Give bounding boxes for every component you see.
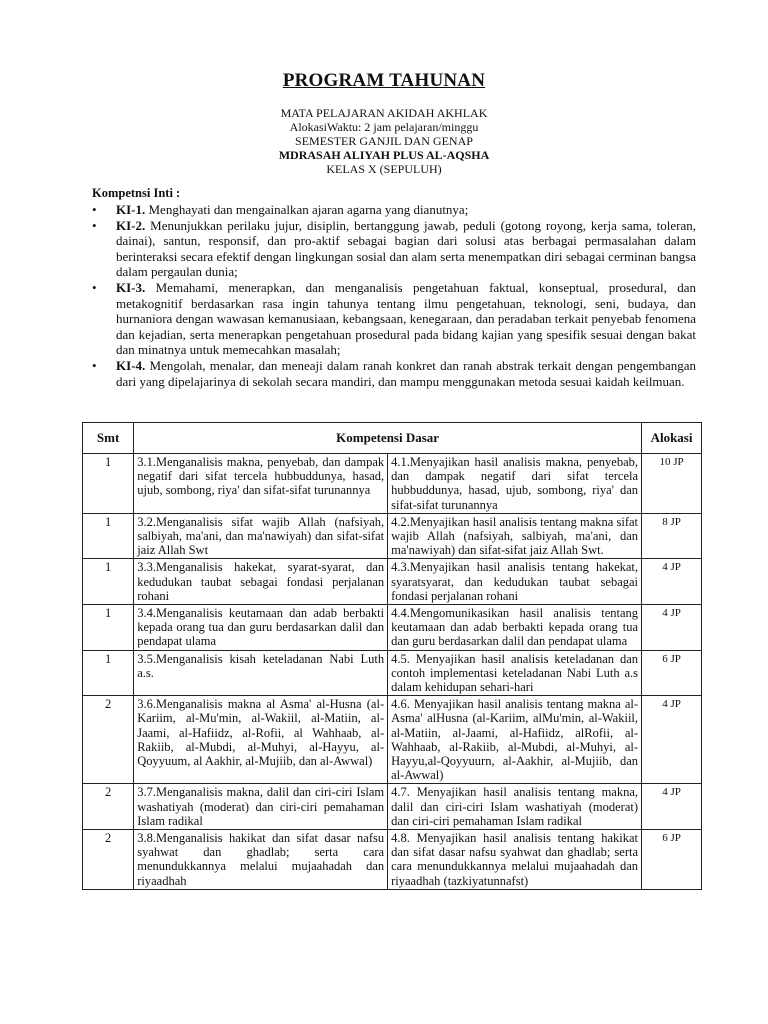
time-allocation-line: AlokasiWaktu: 2 jam pelajaran/minggu: [289, 120, 479, 134]
kd3-cell: 3.2.Menganalisis sifat wajib Allah (nafsiyah, salbiyah, ma'ani, dan ma'nawiyah) dan sifat-sifat jaiz Allah Swt: [134, 513, 388, 559]
ki-list: [92, 202, 696, 389]
kd3-cell: 3.6.Menganalisis makna al Asma' al-Husna (al-Kariim, al-Mu'min, al-Wakiil, al-Matiin, al-Jaami, al-Hafiidz, al-Rofii, al Wahhaab, al-Rakiib, al-Mubdi, al-Muhyi, al-Hayyu, al-Qoyyuum, al Aakhir, al-Mujiib, dan al-Awwal): [134, 696, 388, 784]
bullet-icon: •: [92, 279, 97, 295]
alokasi-cell: 4 JP: [642, 784, 702, 830]
table-row: [83, 784, 702, 830]
table-row: [83, 696, 702, 784]
smt-cell: 1: [83, 454, 134, 514]
bullet-icon: •: [92, 202, 97, 217]
kompetensi-table: [82, 422, 702, 890]
alokasi-cell: 4 JP: [642, 696, 702, 784]
page-title: PROGRAM TAHUNAN: [282, 70, 486, 91]
ki-item: [92, 202, 696, 218]
alokasi-cell: 8 JP: [642, 513, 702, 559]
class-line: KELAS X (SEPULUH): [326, 162, 442, 176]
ki-text: Menghayati dan mengainalkan ajaran agarna yang dianutnya;: [145, 202, 469, 217]
table-row: [83, 559, 702, 605]
kd4-cell: 4.6. Menyajikan hasil analisis tentang makna al-Asma' alHusna (al-Kariim, alMu'min, al-Wakiil, al-Matiin, al-Jaami, al-Hafiidz, alRofii, al-Wahhaab, al-Rakiib, al-Mubdi, al-Muhyi, al-Hayyu,al-Qoyyuurn, al-Aakhir, al-Mujiib, dan al-Awwal): [388, 696, 642, 784]
ki-item: [92, 358, 696, 389]
smt-cell: 2: [83, 784, 134, 830]
kd4-cell: 4.4.Mengomunikasikan hasil analisis tentang keutamaan dan adab berbakti kepada orang tua dan guru berdasarkan dalil dan pendapat ulama: [388, 605, 642, 651]
header-kompetensi-dasar: Kompetensi Dasar: [134, 423, 642, 454]
smt-cell: 1: [83, 559, 134, 605]
ki-text: Memahami, menerapkan, dan menganalisis pengetahuan faktual, konseptual, prosedural, dan metakognitif berdasarkan rasa ingin tahunya tentang ilmu pengetahuan, teknologi, seni, budaya, dan hurnaniora dengan wawasan kemanusiaan, kebangsaan, kenegaraan, dan peradaban terkait penyebab fenomena dan kejadian, serta menerapkan pengetahuan prosedural pada bidang kajian yang spesifik sesuai dengan bakat dan minatnya untuk memecahkan masalah;: [116, 279, 696, 358]
smt-cell: 2: [83, 696, 134, 784]
school-line: MDRASAH ALIYAH PLUS AL-AQSHA: [278, 148, 490, 162]
kd3-cell: 3.3.Menganalisis hakekat, syarat-syarat, dan kedudukan taubat sebagai fondasi perjalanan rohani: [134, 559, 388, 605]
kd3-cell: 3.8.Menganalisis hakikat dan sifat dasar nafsu syahwat dan ghadlab; serta cara menundukkannya melalui mujaahadah dan riyaadhah: [134, 830, 388, 890]
ki-code: KI-4.: [116, 357, 146, 373]
alokasi-cell: 6 JP: [642, 650, 702, 696]
ki-code: KI-1.: [116, 202, 146, 217]
header-smt: Smt: [83, 423, 134, 454]
table-row: [83, 830, 702, 890]
bullet-icon: •: [92, 217, 97, 233]
kd4-cell: 4.2.Menyajikan hasil analisis tentang makna sifat wajib Allah (nafsiyah, salbiyah, ma'ani, dan ma'nawiyah) dan sifat-sifat jaiz Allah Swt.: [388, 513, 642, 559]
ki-code: KI-3.: [116, 279, 146, 295]
ki-item: [92, 280, 696, 358]
kd4-cell: 4.5. Menyajikan hasil analisis keteladanan dan contoh implementasi keteladanan Nabi Luth a.s dalam kehidupan sehari-hari: [388, 650, 642, 696]
table-row: [83, 605, 702, 651]
kd3-cell: 3.5.Menganalisis kisah keteladanan Nabi Luth a.s.: [134, 650, 388, 696]
alokasi-cell: 4 JP: [642, 605, 702, 651]
kd4-cell: 4.7. Menyajikan hasil analisis tentang makna, dalil dan ciri-ciri Islam washatiyah (moderat) dan ciri-ciri pemahaman Islam radikal: [388, 784, 642, 830]
table-row: [83, 513, 702, 559]
kd4-cell: 4.1.Menyajikan hasil analisis makna, penyebab, dan dampak negatif dari sifat tercela hubbuddunya, hasad, ujub, sombong, riya' dan sifat-sifat turunannya: [388, 454, 642, 514]
smt-cell: 1: [83, 605, 134, 651]
header-alokasi: Alokasi: [642, 423, 702, 454]
table-header-row: [83, 423, 702, 454]
bullet-icon: •: [92, 357, 97, 373]
table-row: [83, 454, 702, 514]
ki-text: Mengolah, menalar, dan meneaji dalam ranah konkret dan ranah abstrak terkait dengan pengembangan dari yang dipelajarinya di sekolah secara mandiri, dan mampu menggunakan metoda sesuai kaidah keilmuan.: [116, 357, 696, 389]
alokasi-cell: 6 JP: [642, 830, 702, 890]
alokasi-cell: 10 JP: [642, 454, 702, 514]
smt-cell: 2: [83, 830, 134, 890]
subject-line: MATA PELAJARAN AKIDAH AKHLAK: [280, 106, 488, 120]
kd3-cell: 3.1.Menganalisis makna, penyebab, dan dampak negatif dari sifat tercela hubbuddunya, hasad, ujub, sombong, riya' dan sifat-sifat turunannya: [134, 454, 388, 514]
ki-text: Menunjukkan perilaku jujur, disiplin, bertanggung jawab, peduli (gotong royong, kerja sama, toleran, dainai), santun, responsif, dan pro-aktif sebagai bagian dari solusi atas berbagai permasalahan dalam berinteraksi secara efektif dengan lingkungan sosial dan alam serta menempatkan diri sebagai cerminan bangsa dalam pergaulan dunia;: [116, 217, 696, 280]
ki-code: KI-2.: [116, 217, 146, 233]
smt-cell: 1: [83, 650, 134, 696]
semester-line: SEMESTER GANJIL DAN GENAP: [295, 134, 473, 148]
kd3-cell: 3.7.Menganalisis makna, dalil dan ciri-ciri Islam washatiyah (moderat) dan ciri-ciri pemahaman Islam radikal: [134, 784, 388, 830]
alokasi-cell: 4 JP: [642, 559, 702, 605]
kd4-cell: 4.8. Menyajikan hasil analisis tentang hakikat dan sifat dasar nafsu syahwat dan ghadlab; serta cara menundukkannya melalui mujaahadah dan riyaadhah (tazkiyatunnafst): [388, 830, 642, 890]
ki-item: [92, 218, 696, 280]
kd3-cell: 3.4.Menganalisis keutamaan dan adab berbakti kepada orang tua dan guru berdasarkan dalil dan pendapat ulama: [134, 605, 388, 651]
kd4-cell: 4.3.Menyajikan hasil analisis tentang hakekat, syaratsyarat, dan kedudukan taubat sebagai fondasi perjalanan rohani: [388, 559, 642, 605]
ki-heading: Kompetnsi Inti :: [92, 186, 181, 200]
table-row: [83, 650, 702, 696]
smt-cell: 1: [83, 513, 134, 559]
